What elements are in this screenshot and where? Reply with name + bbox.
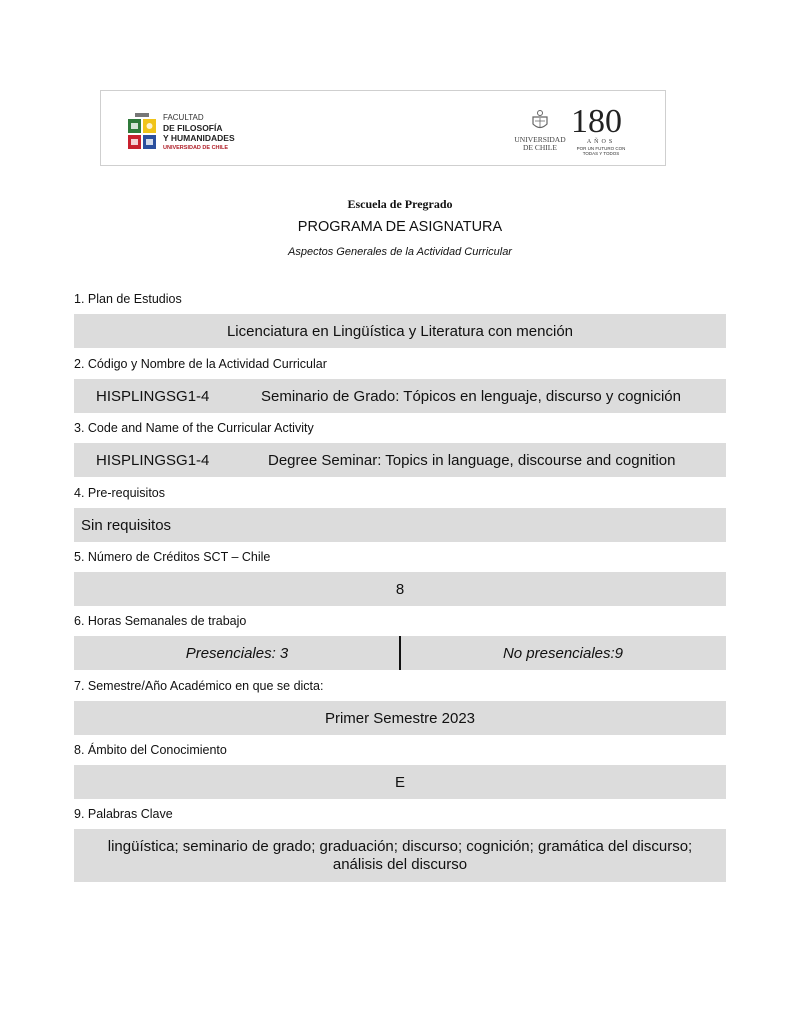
creditos-box [74, 572, 726, 606]
creditos-value: 8 [395, 580, 405, 598]
uchile-crest-icon [529, 109, 551, 131]
semestre-value: Primer Semestre 2023 [324, 709, 476, 727]
faculty-text-line3: Y HUMANIDADES [163, 133, 235, 143]
semestre-box [74, 701, 726, 735]
code-name-label: 3. Code and Name of the Curricular Activity [74, 421, 314, 435]
horas-box [74, 636, 726, 670]
nombre-value: Seminario de Grado: Tópicos en lenguaje, discurso y cognición [261, 387, 681, 405]
code-value: HISPLINGSG1-4 [96, 451, 210, 469]
uchile-text-line2: DE CHILE [523, 143, 557, 152]
ambito-label: 8. Ámbito del Conocimiento [74, 743, 227, 757]
horas-no-presenciales: No presenciales:9 [502, 644, 624, 662]
code-name-box [74, 443, 726, 477]
creditos-label: 5. Número de Créditos SCT – Chile [74, 550, 271, 564]
plan-estudios-value: Licenciatura en Lingüística y Literatura con mención [226, 322, 574, 340]
horas-label: 6. Horas Semanales de trabajo [74, 614, 247, 628]
faculty-shield-icon [127, 111, 157, 151]
anniversary-number: 180 [571, 103, 622, 140]
document-subtitle: Aspectos Generales de la Actividad Curricular [288, 246, 512, 258]
codigo-nombre-box [74, 379, 726, 413]
uchile-180-logo [509, 105, 659, 157]
document-title: PROGRAMA DE ASIGNATURA [297, 219, 503, 235]
school-heading: Escuela de Pregrado [347, 197, 453, 211]
semestre-label: 7. Semestre/Año Académico en que se dicta: [74, 679, 324, 693]
palabras-clave-label: 9. Palabras Clave [74, 807, 173, 821]
anniversary-word: AÑOS [586, 139, 616, 145]
palabras-clave-line2: análisis del discurso [332, 855, 468, 873]
faculty-text-line4: UNIVERSIDAD DE CHILE [163, 145, 229, 151]
name-value: Degree Seminar: Topics in language, discourse and cognition [268, 451, 676, 469]
faculty-logo [127, 111, 267, 155]
prerequisitos-box [74, 508, 726, 542]
header-banner [100, 90, 666, 166]
plan-estudios-label: 1. Plan de Estudios [74, 292, 182, 306]
palabras-clave-box [74, 829, 726, 882]
uchile-text-line1: UNIVERSIDAD [514, 135, 566, 144]
codigo-value: HISPLINGSG1-4 [96, 387, 210, 405]
codigo-nombre-label: 2. Código y Nombre de la Actividad Curricular [74, 357, 327, 371]
anniversary-tagline1: POR UN FUTURO CON [576, 146, 626, 151]
ambito-value: E [394, 773, 405, 791]
prerequisitos-value: Sin requisitos [81, 516, 172, 534]
palabras-clave-line1: lingüística; seminario de grado; graduación; discurso; cognición; gramática del discurso; [107, 837, 693, 855]
prerequisitos-label: 4. Pre-requisitos [74, 486, 166, 500]
faculty-text-line1: FACULTAD [163, 113, 204, 122]
anniversary-tagline2: TODAS Y TODOS [582, 151, 620, 156]
faculty-text-line2: DE FILOSOFÍA [163, 123, 223, 133]
plan-estudios-box [74, 314, 726, 348]
ambito-box [74, 765, 726, 799]
horas-presenciales: Presenciales: 3 [185, 644, 289, 662]
